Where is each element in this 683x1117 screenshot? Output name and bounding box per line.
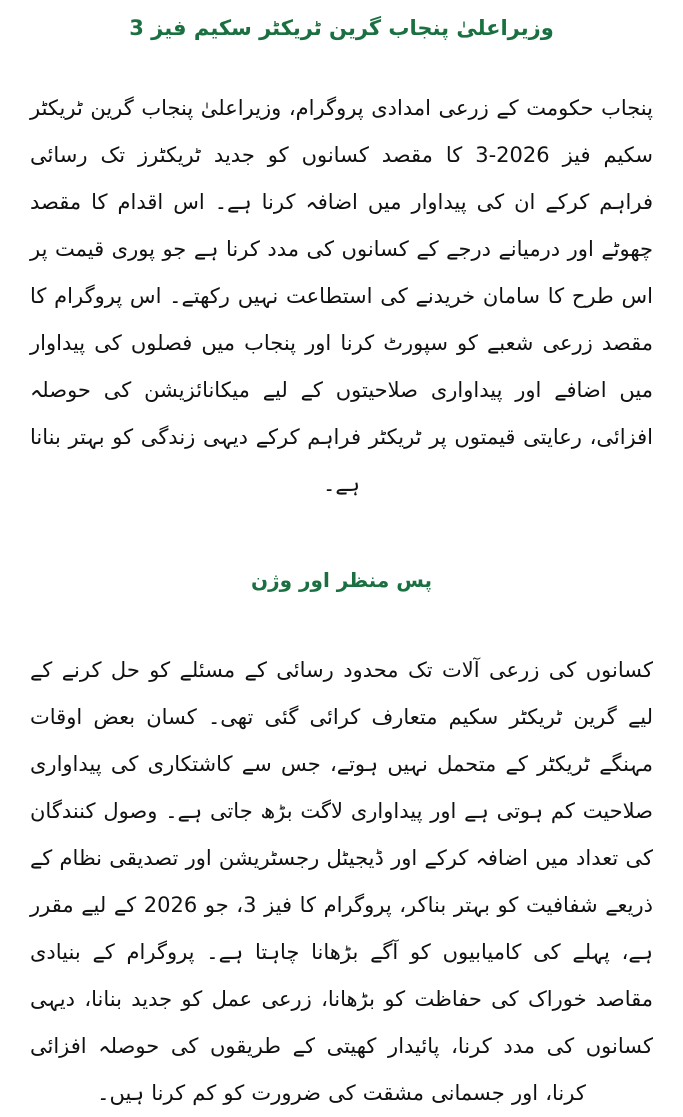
- intro-paragraph: پنجاب حکومت کے زرعی امدادی پروگرام، وزیراعلیٰ پنجاب گرین ٹریکٹر سکیم فیز 2026-3 کا مقصد کسانوں کو جدید ٹریکٹرز تک رسائی فراہم کرکے ان کی پیداوار میں اضافہ کرنا ہے۔ اس اقدام کا مقصد چھوٹے اور درمیانے درجے کے کسانوں کی مدد کرنا ہے جو پوری قیمت پر اس طرح کا سامان خریدنے کی استطاعت نہیں رکھتے۔ اس پروگرام کا مقصد زرعی شعبے کو سپورٹ کرنا اور پنجاب میں فصلوں کی پیداوار میں اضافے اور پیداواری صلاحیتوں کے لیے میکانائزیشن کی حوصلہ افزائی، رعایتی قیمتوں پر ٹریکٹر فراہم کرکے دیہی زندگی کو بہتر بنانا ہے۔: [30, 96, 653, 497]
- spacer-body-to-heading: [30, 508, 653, 566]
- page-title: وزیراعلیٰ پنجاب گرین ٹریکٹر سکیم فیز 3: [129, 16, 554, 40]
- section-paragraph: کسانوں کی زرعی آلات تک محدود رسائی کے مسئلے کو حل کرنے کے لیے گرین ٹریکٹر سکیم متعارف کرائی گئی تھی۔ کسان بعض اوقات مہنگے ٹریکٹر کے متحمل نہیں ہوتے، جس سے کاشتکاری کی پیداواری صلاحیت کم ہوتی ہے اور پیداواری لاگت بڑھ جاتی ہے۔ وصول کنندگان کی تعداد میں اضافہ کرکے اور ڈیجیٹل رجسٹریشن اور تصدیقی نظام کے ذریعے شفافیت کو بہتر بناکر، پروگرام کا فیز 3، جو 2026 کے لیے مقرر ہے، پہلے کی کامیابیوں کو آگے بڑھانا چاہتا ہے۔ پروگرام کے بنیادی مقاصد خوراک کی حفاظت کو بڑھانا، زرعی عمل کو جدید بنانا، دیہی کسانوں کی مدد کرنا، پائیدار کھیتی کے طریقوں کی حوصلہ افزائی کرنا، اور جسمانی مشقت کی ضرورت کو کم کرنا ہیں۔: [30, 658, 653, 1106]
- spacer-title-to-body: [30, 43, 653, 85]
- section-paragraph-block: [30, 647, 653, 1117]
- intro-paragraph-block: [30, 85, 653, 508]
- spacer-heading-to-section-body: [30, 595, 653, 647]
- section-heading-background-and-vision: پس منظر اور وژن: [251, 568, 432, 593]
